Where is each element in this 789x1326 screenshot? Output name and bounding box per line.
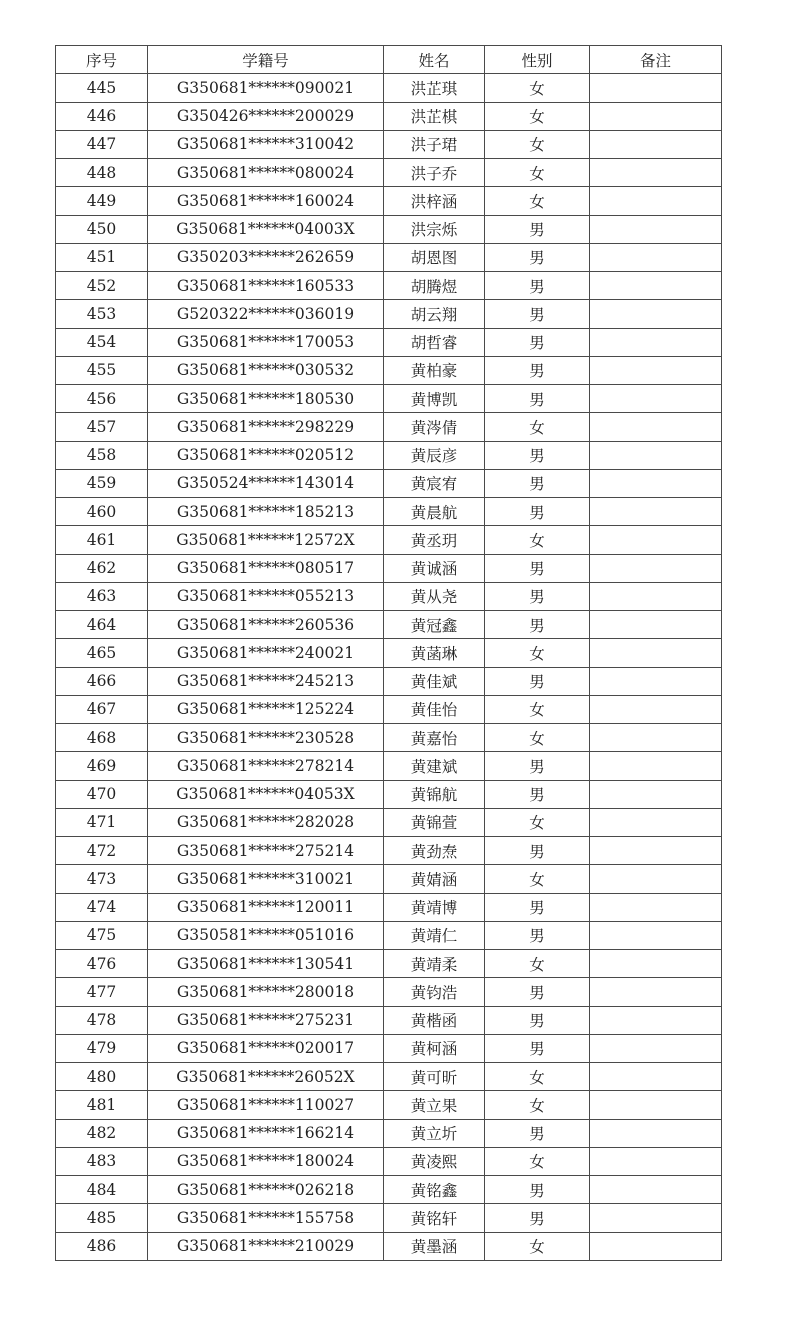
cell-name: 黄佳怡 <box>384 695 485 723</box>
table-row <box>56 893 722 921</box>
cell-note <box>590 1147 722 1175</box>
cell-serial-number: 447 <box>56 130 148 158</box>
table-row <box>56 950 722 978</box>
cell-name: 黄劲焘 <box>384 837 485 865</box>
cell-name: 黄墨涵 <box>384 1232 485 1260</box>
cell-note <box>590 724 722 752</box>
cell-name: 洪芷棋 <box>384 102 485 130</box>
cell-serial-number: 456 <box>56 385 148 413</box>
cell-serial-number: 476 <box>56 950 148 978</box>
cell-serial-number: 469 <box>56 752 148 780</box>
cell-note <box>590 921 722 949</box>
table-row <box>56 611 722 639</box>
cell-student-id: G350681******245213 <box>148 667 384 695</box>
cell-student-id: G350681******125224 <box>148 695 384 723</box>
cell-note <box>590 837 722 865</box>
table-row <box>56 187 722 215</box>
cell-name: 胡云翔 <box>384 300 485 328</box>
table-row <box>56 300 722 328</box>
table-body <box>56 74 722 1261</box>
cell-name: 洪宗烁 <box>384 215 485 243</box>
cell-student-id: G350581******051016 <box>148 921 384 949</box>
table-row <box>56 441 722 469</box>
cell-student-id: G350681******230528 <box>148 724 384 752</box>
cell-gender: 女 <box>485 950 590 978</box>
cell-serial-number: 462 <box>56 554 148 582</box>
cell-serial-number: 454 <box>56 328 148 356</box>
cell-serial-number: 458 <box>56 441 148 469</box>
cell-student-id: G350681******170053 <box>148 328 384 356</box>
cell-student-id: G350681******020017 <box>148 1034 384 1062</box>
cell-serial-number: 445 <box>56 74 148 102</box>
cell-serial-number: 471 <box>56 808 148 836</box>
cell-student-id: G350681******055213 <box>148 582 384 610</box>
cell-gender: 男 <box>485 611 590 639</box>
cell-serial-number: 467 <box>56 695 148 723</box>
table-row <box>56 1147 722 1175</box>
cell-name: 黄可昕 <box>384 1063 485 1091</box>
table-row <box>56 498 722 526</box>
cell-student-id: G350681******080517 <box>148 554 384 582</box>
cell-gender: 男 <box>485 300 590 328</box>
cell-note <box>590 159 722 187</box>
cell-note <box>590 582 722 610</box>
table-row <box>56 780 722 808</box>
cell-name: 黄钧浩 <box>384 978 485 1006</box>
cell-note <box>590 611 722 639</box>
table-row <box>56 1119 722 1147</box>
cell-student-id: G350203******262659 <box>148 243 384 271</box>
cell-gender: 男 <box>485 893 590 921</box>
cell-serial-number: 481 <box>56 1091 148 1119</box>
cell-note <box>590 215 722 243</box>
table-row <box>56 526 722 554</box>
table-row <box>56 808 722 836</box>
cell-name: 黄锦萱 <box>384 808 485 836</box>
table-row <box>56 582 722 610</box>
cell-name: 黄涔倩 <box>384 413 485 441</box>
table-row <box>56 554 722 582</box>
cell-gender: 男 <box>485 498 590 526</box>
cell-note <box>590 243 722 271</box>
table-row <box>56 74 722 102</box>
table-row <box>56 978 722 1006</box>
cell-gender: 女 <box>485 724 590 752</box>
table-row <box>56 356 722 384</box>
cell-student-id: G350681******04003X <box>148 215 384 243</box>
cell-gender: 女 <box>485 413 590 441</box>
cell-gender: 男 <box>485 328 590 356</box>
table-row <box>56 102 722 130</box>
cell-note <box>590 385 722 413</box>
cell-student-id: G350681******130541 <box>148 950 384 978</box>
cell-gender: 男 <box>485 667 590 695</box>
cell-note <box>590 554 722 582</box>
cell-name: 胡恩图 <box>384 243 485 271</box>
cell-gender: 女 <box>485 1147 590 1175</box>
cell-student-id: G350681******280018 <box>148 978 384 1006</box>
cell-name: 洪子珺 <box>384 130 485 158</box>
cell-gender: 男 <box>485 385 590 413</box>
cell-serial-number: 463 <box>56 582 148 610</box>
cell-note <box>590 498 722 526</box>
cell-serial-number: 473 <box>56 865 148 893</box>
cell-student-id: G350681******12572X <box>148 526 384 554</box>
cell-gender: 女 <box>485 74 590 102</box>
cell-name: 黄宸宥 <box>384 469 485 497</box>
cell-gender: 男 <box>485 978 590 1006</box>
cell-student-id: G350524******143014 <box>148 469 384 497</box>
table-row <box>56 921 722 949</box>
cell-serial-number: 480 <box>56 1063 148 1091</box>
cell-note <box>590 1006 722 1034</box>
cell-student-id: G350681******310042 <box>148 130 384 158</box>
cell-name: 黄诚涵 <box>384 554 485 582</box>
cell-note <box>590 950 722 978</box>
table-row <box>56 752 722 780</box>
cell-serial-number: 450 <box>56 215 148 243</box>
cell-gender: 男 <box>485 780 590 808</box>
cell-serial-number: 457 <box>56 413 148 441</box>
cell-serial-number: 485 <box>56 1204 148 1232</box>
table-row <box>56 385 722 413</box>
cell-gender: 男 <box>485 554 590 582</box>
cell-gender: 男 <box>485 752 590 780</box>
cell-gender: 女 <box>485 865 590 893</box>
cell-name: 黄靖柔 <box>384 950 485 978</box>
cell-gender: 男 <box>485 1006 590 1034</box>
cell-note <box>590 893 722 921</box>
cell-note <box>590 469 722 497</box>
cell-serial-number: 483 <box>56 1147 148 1175</box>
cell-student-id: G350681******240021 <box>148 639 384 667</box>
table-row <box>56 1176 722 1204</box>
cell-student-id: G350681******260536 <box>148 611 384 639</box>
table-row <box>56 243 722 271</box>
cell-name: 黄立圻 <box>384 1119 485 1147</box>
cell-note <box>590 808 722 836</box>
table-row <box>56 469 722 497</box>
cell-name: 黄婧涵 <box>384 865 485 893</box>
cell-student-id: G350681******120011 <box>148 893 384 921</box>
cell-gender: 女 <box>485 159 590 187</box>
cell-gender: 男 <box>485 921 590 949</box>
cell-gender: 男 <box>485 1204 590 1232</box>
cell-gender: 女 <box>485 639 590 667</box>
cell-serial-number: 455 <box>56 356 148 384</box>
cell-note <box>590 102 722 130</box>
cell-serial-number: 448 <box>56 159 148 187</box>
cell-note <box>590 74 722 102</box>
cell-name: 黄靖仁 <box>384 921 485 949</box>
table-row <box>56 130 722 158</box>
table-row <box>56 695 722 723</box>
cell-serial-number: 479 <box>56 1034 148 1062</box>
cell-gender: 女 <box>485 1063 590 1091</box>
header-serial-number: 序号 <box>56 46 148 74</box>
cell-note <box>590 441 722 469</box>
cell-student-id: G350681******275231 <box>148 1006 384 1034</box>
header-name: 姓名 <box>384 46 485 74</box>
table-row <box>56 1204 722 1232</box>
cell-serial-number: 478 <box>56 1006 148 1034</box>
table-row <box>56 1091 722 1119</box>
cell-note <box>590 639 722 667</box>
cell-name: 黄晨航 <box>384 498 485 526</box>
cell-name: 洪芷琪 <box>384 74 485 102</box>
header-note: 备注 <box>590 46 722 74</box>
cell-serial-number: 472 <box>56 837 148 865</box>
cell-name: 黄柯涵 <box>384 1034 485 1062</box>
cell-gender: 男 <box>485 1119 590 1147</box>
cell-student-id: G350681******020512 <box>148 441 384 469</box>
cell-note <box>590 526 722 554</box>
cell-gender: 女 <box>485 695 590 723</box>
cell-note <box>590 1176 722 1204</box>
table-row <box>56 1232 722 1260</box>
cell-serial-number: 460 <box>56 498 148 526</box>
table-row <box>56 1063 722 1091</box>
cell-name: 黄丞玥 <box>384 526 485 554</box>
cell-name: 洪子乔 <box>384 159 485 187</box>
cell-note <box>590 695 722 723</box>
cell-gender: 男 <box>485 215 590 243</box>
cell-name: 胡腾煜 <box>384 272 485 300</box>
cell-serial-number: 486 <box>56 1232 148 1260</box>
table-row <box>56 215 722 243</box>
cell-serial-number: 453 <box>56 300 148 328</box>
cell-note <box>590 130 722 158</box>
cell-note <box>590 1091 722 1119</box>
header-student-id: 学籍号 <box>148 46 384 74</box>
cell-name: 黄博凯 <box>384 385 485 413</box>
cell-note <box>590 865 722 893</box>
table-row <box>56 328 722 356</box>
cell-note <box>590 978 722 1006</box>
cell-student-id: G350681******155758 <box>148 1204 384 1232</box>
cell-note <box>590 356 722 384</box>
cell-student-id: G350681******090021 <box>148 74 384 102</box>
cell-student-id: G350681******298229 <box>148 413 384 441</box>
header-row <box>56 46 722 74</box>
cell-gender: 女 <box>485 102 590 130</box>
cell-name: 黄冠鑫 <box>384 611 485 639</box>
cell-student-id: G350681******030532 <box>148 356 384 384</box>
cell-note <box>590 300 722 328</box>
cell-name: 黄菡琳 <box>384 639 485 667</box>
cell-note <box>590 780 722 808</box>
cell-serial-number: 484 <box>56 1176 148 1204</box>
cell-gender: 男 <box>485 1034 590 1062</box>
cell-student-id: G350681******160533 <box>148 272 384 300</box>
cell-gender: 男 <box>485 469 590 497</box>
cell-serial-number: 474 <box>56 893 148 921</box>
cell-name: 黄建斌 <box>384 752 485 780</box>
cell-name: 黄辰彦 <box>384 441 485 469</box>
cell-student-id: G350681******160024 <box>148 187 384 215</box>
cell-note <box>590 1204 722 1232</box>
cell-serial-number: 482 <box>56 1119 148 1147</box>
cell-note <box>590 413 722 441</box>
cell-gender: 女 <box>485 1232 590 1260</box>
cell-gender: 男 <box>485 837 590 865</box>
cell-gender: 男 <box>485 441 590 469</box>
cell-name: 黄嘉怡 <box>384 724 485 752</box>
cell-serial-number: 451 <box>56 243 148 271</box>
cell-serial-number: 446 <box>56 102 148 130</box>
cell-student-id: G350681******282028 <box>148 808 384 836</box>
cell-serial-number: 459 <box>56 469 148 497</box>
cell-name: 黄靖博 <box>384 893 485 921</box>
student-roster-table <box>55 45 722 1261</box>
cell-serial-number: 449 <box>56 187 148 215</box>
cell-gender: 女 <box>485 130 590 158</box>
table-row <box>56 724 722 752</box>
cell-serial-number: 466 <box>56 667 148 695</box>
table-row <box>56 667 722 695</box>
cell-note <box>590 1034 722 1062</box>
cell-student-id: G350681******185213 <box>148 498 384 526</box>
cell-gender: 女 <box>485 187 590 215</box>
cell-student-id: G350681******278214 <box>148 752 384 780</box>
cell-student-id: G350681******26052X <box>148 1063 384 1091</box>
cell-name: 黄立果 <box>384 1091 485 1119</box>
cell-name: 黄柏豪 <box>384 356 485 384</box>
cell-note <box>590 272 722 300</box>
cell-note <box>590 752 722 780</box>
cell-gender: 男 <box>485 272 590 300</box>
cell-serial-number: 477 <box>56 978 148 1006</box>
cell-student-id: G350681******275214 <box>148 837 384 865</box>
cell-name: 黄锦航 <box>384 780 485 808</box>
cell-note <box>590 187 722 215</box>
cell-name: 黄佳斌 <box>384 667 485 695</box>
cell-student-id: G350681******110027 <box>148 1091 384 1119</box>
cell-gender: 女 <box>485 808 590 836</box>
cell-name: 黄铭轩 <box>384 1204 485 1232</box>
table-row <box>56 272 722 300</box>
cell-student-id: G350681******04053X <box>148 780 384 808</box>
cell-note <box>590 1063 722 1091</box>
table-row <box>56 865 722 893</box>
cell-name: 黄楷函 <box>384 1006 485 1034</box>
cell-student-id: G350681******080024 <box>148 159 384 187</box>
cell-serial-number: 461 <box>56 526 148 554</box>
table-row <box>56 413 722 441</box>
cell-student-id: G350681******166214 <box>148 1119 384 1147</box>
cell-serial-number: 470 <box>56 780 148 808</box>
cell-name: 黄铭鑫 <box>384 1176 485 1204</box>
cell-gender: 男 <box>485 582 590 610</box>
cell-gender: 男 <box>485 1176 590 1204</box>
table-row <box>56 1006 722 1034</box>
cell-student-id: G520322******036019 <box>148 300 384 328</box>
cell-serial-number: 475 <box>56 921 148 949</box>
table-row <box>56 159 722 187</box>
cell-student-id: G350681******026218 <box>148 1176 384 1204</box>
cell-serial-number: 464 <box>56 611 148 639</box>
cell-gender: 女 <box>485 1091 590 1119</box>
header-gender: 性别 <box>485 46 590 74</box>
table-row <box>56 639 722 667</box>
cell-student-id: G350681******310021 <box>148 865 384 893</box>
cell-name: 黄从尧 <box>384 582 485 610</box>
cell-student-id: G350681******180530 <box>148 385 384 413</box>
cell-serial-number: 465 <box>56 639 148 667</box>
cell-name: 胡哲睿 <box>384 328 485 356</box>
table-row <box>56 837 722 865</box>
cell-note <box>590 328 722 356</box>
cell-serial-number: 468 <box>56 724 148 752</box>
cell-student-id: G350681******210029 <box>148 1232 384 1260</box>
cell-student-id: G350426******200029 <box>148 102 384 130</box>
cell-note <box>590 1119 722 1147</box>
cell-note <box>590 667 722 695</box>
cell-gender: 男 <box>485 243 590 271</box>
cell-gender: 男 <box>485 356 590 384</box>
table-header <box>56 46 722 74</box>
table-row <box>56 1034 722 1062</box>
cell-name: 洪梓涵 <box>384 187 485 215</box>
cell-name: 黄凌熙 <box>384 1147 485 1175</box>
cell-gender: 女 <box>485 526 590 554</box>
cell-student-id: G350681******180024 <box>148 1147 384 1175</box>
cell-note <box>590 1232 722 1260</box>
cell-serial-number: 452 <box>56 272 148 300</box>
